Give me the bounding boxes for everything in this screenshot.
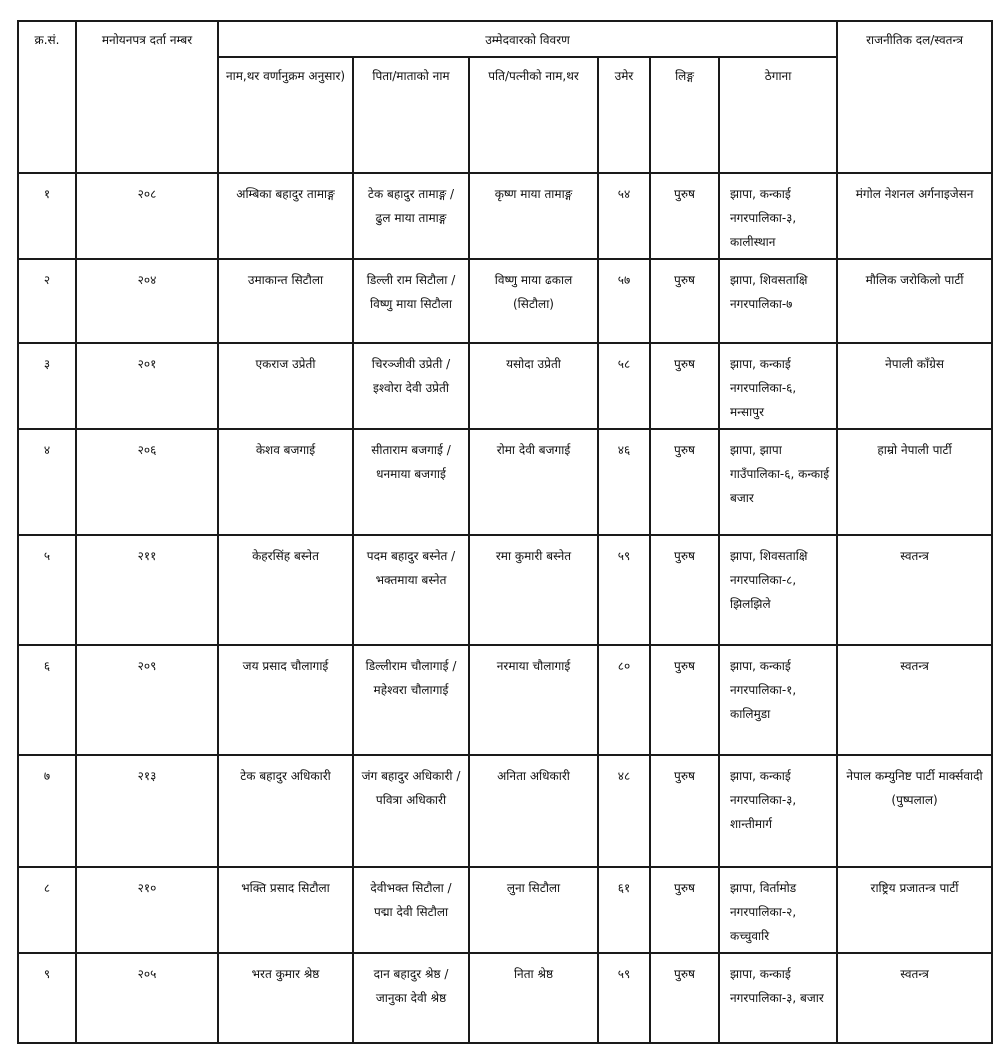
address-cell: झापा, कन्काई नगरपालिका-३, बजार xyxy=(719,953,837,1043)
table-row xyxy=(18,645,992,755)
spouse-cell: यसोदा उप्रेती xyxy=(469,343,598,429)
spouse-cell: लुना सिटौला xyxy=(469,867,598,953)
header-age: उमेर xyxy=(598,57,650,173)
name-cell: भरत कुमार श्रेष्ठ xyxy=(218,953,353,1043)
header-gender: लिङ्ग xyxy=(650,57,719,173)
parents-cell: पदम बहादुर बस्नेत / भक्तमाया बस्नेत xyxy=(353,535,469,645)
serial-cell: ७ xyxy=(18,755,76,867)
spouse-cell: विष्णु माया ढकाल (सिटौला) xyxy=(469,259,598,343)
parents-cell: डिल्ली राम सिटौला / विष्णु माया सिटौला xyxy=(353,259,469,343)
gender-cell: पुरुष xyxy=(650,755,719,867)
parents-cell: डिल्लीराम चौलागाई / महेश्वरा चौलागाई xyxy=(353,645,469,755)
address-cell: झापा, कन्काई नगरपालिका-३, कालीस्थान xyxy=(719,173,837,259)
name-cell: एकराज उप्रेती xyxy=(218,343,353,429)
serial-cell: ८ xyxy=(18,867,76,953)
header-registration-no: मनोयनपत्र दर्ता नम्बर xyxy=(76,21,218,173)
gender-cell: पुरुष xyxy=(650,867,719,953)
registration-cell: २०९ xyxy=(76,645,218,755)
parents-cell: सीताराम बजगाई / धनमाया बजगाई xyxy=(353,429,469,535)
spouse-cell: रमा कुमारी बस्नेत xyxy=(469,535,598,645)
candidate-table xyxy=(17,20,993,1044)
registration-cell: २१३ xyxy=(76,755,218,867)
table-row xyxy=(18,429,992,535)
serial-cell: ९ xyxy=(18,953,76,1043)
parents-cell: दान बहादुर श्रेष्ठ / जानुका देवी श्रेष्ठ xyxy=(353,953,469,1043)
party-cell: राष्ट्रिय प्रजातन्त्र पार्टी xyxy=(837,867,992,953)
age-cell: ५७ xyxy=(598,259,650,343)
serial-cell: ६ xyxy=(18,645,76,755)
address-cell: झापा, विर्तामोड नगरपालिका-२, कच्चुवारि xyxy=(719,867,837,953)
serial-cell: ३ xyxy=(18,343,76,429)
table-row xyxy=(18,953,992,1043)
table-row xyxy=(18,867,992,953)
header-spouse: पति/पत्नीको नाम,थर xyxy=(469,57,598,173)
serial-cell: २ xyxy=(18,259,76,343)
address-cell: झापा, कन्काई नगरपालिका-३, शान्तीमार्ग xyxy=(719,755,837,867)
age-cell: ८० xyxy=(598,645,650,755)
registration-cell: २११ xyxy=(76,535,218,645)
gender-cell: पुरुष xyxy=(650,535,719,645)
name-cell: अम्बिका बहादुर तामाङ्ग xyxy=(218,173,353,259)
spouse-cell: निता श्रेष्ठ xyxy=(469,953,598,1043)
party-cell: हाम्रो नेपाली पार्टी xyxy=(837,429,992,535)
gender-cell: पुरुष xyxy=(650,259,719,343)
name-cell: केहरसिंह बस्नेत xyxy=(218,535,353,645)
age-cell: ५८ xyxy=(598,343,650,429)
table-row xyxy=(18,755,992,867)
party-cell: नेपाल कम्युनिष्ट पार्टी मार्क्सवादी (पुष्पलाल) xyxy=(837,755,992,867)
name-cell: उमाकान्त सिटौला xyxy=(218,259,353,343)
header-name: नाम,थर वर्णानुक्रम अनुसार) xyxy=(218,57,353,173)
serial-cell: ४ xyxy=(18,429,76,535)
table-row xyxy=(18,535,992,645)
gender-cell: पुरुष xyxy=(650,173,719,259)
header-parents: पिता/माताको नाम xyxy=(353,57,469,173)
address-cell: झापा, कन्काई नगरपालिका-१, कालिमुडा xyxy=(719,645,837,755)
parents-cell: जंग बहादुर अधिकारी / पवित्रा अधिकारी xyxy=(353,755,469,867)
party-cell: स्वतन्त्र xyxy=(837,535,992,645)
table-row xyxy=(18,343,992,429)
age-cell: ४८ xyxy=(598,755,650,867)
header-serial: क्र.सं. xyxy=(18,21,76,173)
age-cell: ४६ xyxy=(598,429,650,535)
header-address: ठेगाना xyxy=(719,57,837,173)
address-cell: झापा, शिवसताक्षि नगरपालिका-८, झिलझिले xyxy=(719,535,837,645)
header-candidate-details: उम्मेदवारको विवरण xyxy=(218,21,837,57)
party-cell: स्वतन्त्र xyxy=(837,645,992,755)
age-cell: ५९ xyxy=(598,535,650,645)
registration-cell: २०१ xyxy=(76,343,218,429)
parents-cell: चिरञ्जीवी उप्रेती / इश्वोरा देवी उप्रेती xyxy=(353,343,469,429)
gender-cell: पुरुष xyxy=(650,429,719,535)
registration-cell: २०८ xyxy=(76,173,218,259)
candidate-list-document xyxy=(17,20,991,1044)
header-party: राजनीतिक दल/स्वतन्त्र xyxy=(837,21,992,173)
age-cell: ५९ xyxy=(598,953,650,1043)
spouse-cell: कृष्ण माया तामाङ्ग xyxy=(469,173,598,259)
age-cell: ५४ xyxy=(598,173,650,259)
address-cell: झापा, शिवसताक्षि नगरपालिका-७ xyxy=(719,259,837,343)
spouse-cell: नरमाया चौलागाई xyxy=(469,645,598,755)
name-cell: टेक बहादुर अधिकारी xyxy=(218,755,353,867)
parents-cell: देवीभक्त सिटौला / पद्मा देवी सिटौला xyxy=(353,867,469,953)
spouse-cell: रोमा देवी बजगाई xyxy=(469,429,598,535)
registration-cell: २१० xyxy=(76,867,218,953)
party-cell: मंगोल नेशनल अर्गनाइजेसन xyxy=(837,173,992,259)
party-cell: नेपाली काँग्रेस xyxy=(837,343,992,429)
age-cell: ६१ xyxy=(598,867,650,953)
serial-cell: ५ xyxy=(18,535,76,645)
address-cell: झापा, झापा गाउँपालिका-६, कन्काई बजार xyxy=(719,429,837,535)
registration-cell: २०४ xyxy=(76,259,218,343)
registration-cell: २०६ xyxy=(76,429,218,535)
gender-cell: पुरुष xyxy=(650,953,719,1043)
table-row xyxy=(18,259,992,343)
name-cell: केशव बजगाई xyxy=(218,429,353,535)
spouse-cell: अनिता अधिकारी xyxy=(469,755,598,867)
parents-cell: टेक बहादुर तामाङ्ग / ढुल माया तामाङ्ग xyxy=(353,173,469,259)
gender-cell: पुरुष xyxy=(650,343,719,429)
party-cell: मौलिक जरोकिलो पार्टी xyxy=(837,259,992,343)
gender-cell: पुरुष xyxy=(650,645,719,755)
registration-cell: २०५ xyxy=(76,953,218,1043)
table-header xyxy=(18,21,992,173)
table-row xyxy=(18,173,992,259)
address-cell: झापा, कन्काई नगरपालिका-६, मन्सापुर xyxy=(719,343,837,429)
party-cell: स्वतन्त्र xyxy=(837,953,992,1043)
name-cell: भक्ति प्रसाद सिटौला xyxy=(218,867,353,953)
name-cell: जय प्रसाद चौलागाई xyxy=(218,645,353,755)
serial-cell: १ xyxy=(18,173,76,259)
table-body xyxy=(18,173,992,1043)
